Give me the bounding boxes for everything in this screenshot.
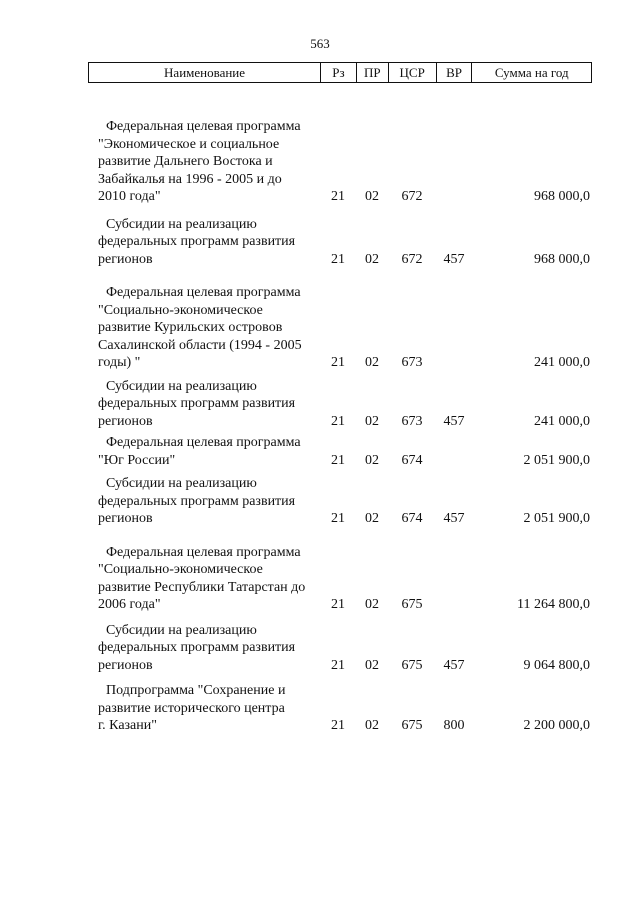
row-sum: 241 000,0 <box>534 413 590 429</box>
row-sum: 2 200 000,0 <box>523 718 590 733</box>
row-rz: 21 <box>331 597 345 612</box>
row-name-line: федеральных программ развития <box>98 234 296 249</box>
row-pr: 02 <box>365 452 379 468</box>
row-rz: 21 <box>331 251 345 267</box>
row-pr: 02 <box>365 413 379 429</box>
row-name-line: Федеральная целевая программа <box>106 285 301 300</box>
table-row <box>88 216 592 269</box>
header-name: Наименование <box>164 64 246 80</box>
table-row <box>88 284 592 372</box>
row-name-line: "Юг России" <box>98 452 176 468</box>
row-name <box>88 434 320 469</box>
row-rz: 21 <box>331 511 345 526</box>
row-name-line: развитие Дальнего Востока и <box>98 154 273 169</box>
table-row <box>88 434 592 469</box>
row-name-line: Подпрограмма "Сохранение и <box>106 683 286 698</box>
row-name-line: регионов <box>98 413 153 429</box>
row-name-line: Федеральная целевая программа <box>106 544 301 560</box>
row-name-line: федеральных программ развития <box>98 640 296 655</box>
table-row <box>88 544 592 614</box>
row-sum: 968 000,0 <box>534 251 590 267</box>
row-csr: 674 <box>401 452 423 468</box>
row-pr: 02 <box>365 597 379 612</box>
row-pr: 02 <box>365 355 379 370</box>
row-csr: 675 <box>401 718 423 733</box>
row-pr: 02 <box>365 657 379 673</box>
row-name-line: Субсидии на реализацию <box>106 622 257 638</box>
row-name-line: Федеральная целевая программа <box>106 119 301 134</box>
row-rz: 21 <box>331 657 345 673</box>
row-rz: 21 <box>331 452 345 468</box>
row-sum: 2 051 900,0 <box>523 452 590 468</box>
row-name-line: "Социально-экономическое <box>98 302 263 318</box>
row-name <box>88 682 320 735</box>
header-rz: Рз <box>320 63 356 82</box>
row-csr: 672 <box>401 251 423 267</box>
table-row <box>88 118 592 206</box>
row-vr: 457 <box>443 413 465 429</box>
row-pr: 02 <box>365 251 379 267</box>
row-name-line: федеральных программ развития <box>98 493 296 509</box>
row-rz: 21 <box>331 718 345 733</box>
row-name-line: Субсидии на реализацию <box>106 378 257 394</box>
row-rz: 21 <box>331 355 345 370</box>
row-sum: 9 064 800,0 <box>523 657 590 673</box>
row-name-line: Забайкалья на 1996 - 2005 и до <box>98 171 282 187</box>
row-pr: 02 <box>365 511 379 526</box>
header-pr: ПР <box>356 63 388 82</box>
row-name <box>88 475 320 528</box>
row-rz: 21 <box>331 189 345 204</box>
row-name-line: годы) " <box>98 355 141 370</box>
row-vr: 800 <box>443 718 465 733</box>
row-name <box>88 544 320 614</box>
row-name <box>88 284 320 372</box>
row-name-line: 2010 года" <box>98 189 161 204</box>
row-name-line: регионов <box>98 657 153 673</box>
row-sum: 241 000,0 <box>534 355 590 370</box>
row-name-line: 2006 года" <box>98 597 161 612</box>
row-csr: 673 <box>401 355 423 370</box>
row-name-line: "Экономическое и социальное <box>98 136 280 152</box>
header-csr: ЦСР <box>388 63 436 82</box>
row-csr: 672 <box>401 189 423 204</box>
row-pr: 02 <box>365 718 379 733</box>
row-name-line: Сахалинской области (1994 - 2005 <box>98 337 302 353</box>
row-csr: 675 <box>401 597 423 612</box>
row-name-line: развитие Республики Татарстан до <box>98 579 306 595</box>
row-name-line: регионов <box>98 511 153 526</box>
row-name-line: развитие Курильских островов <box>98 320 283 335</box>
page-number: 563 <box>310 36 330 51</box>
table-row <box>88 378 592 431</box>
row-pr: 02 <box>365 189 379 204</box>
row-name-line: развитие исторического центра <box>98 700 285 716</box>
header-sum: Сумма на год <box>471 63 591 82</box>
row-vr: 457 <box>443 251 465 267</box>
row-csr: 673 <box>401 413 423 429</box>
table-header <box>88 62 592 83</box>
row-name-line: Субсидии на реализацию <box>106 476 257 491</box>
header-vr: ВР <box>436 63 472 82</box>
table-row <box>88 622 592 675</box>
table-row <box>88 475 592 528</box>
row-name-line: федеральных программ развития <box>98 396 296 411</box>
row-vr: 457 <box>443 657 465 673</box>
row-name-line: Субсидии на реализацию <box>106 216 257 232</box>
row-name <box>88 216 320 269</box>
row-csr: 675 <box>401 657 423 673</box>
row-sum: 968 000,0 <box>534 189 590 204</box>
row-name-line: г. Казани" <box>98 718 157 733</box>
row-rz: 21 <box>331 413 345 429</box>
row-name <box>88 622 320 675</box>
row-vr: 457 <box>443 511 465 526</box>
row-name <box>88 378 320 431</box>
table-body <box>88 118 592 735</box>
row-sum: 2 051 900,0 <box>523 511 590 526</box>
row-name-line: Федеральная целевая программа <box>106 435 301 450</box>
row-sum: 11 264 800,0 <box>517 597 590 612</box>
row-csr: 674 <box>401 511 423 526</box>
table-row <box>88 682 592 735</box>
row-name-line: регионов <box>98 251 153 267</box>
row-name <box>88 118 320 206</box>
row-name-line: "Социально-экономическое <box>98 562 263 577</box>
